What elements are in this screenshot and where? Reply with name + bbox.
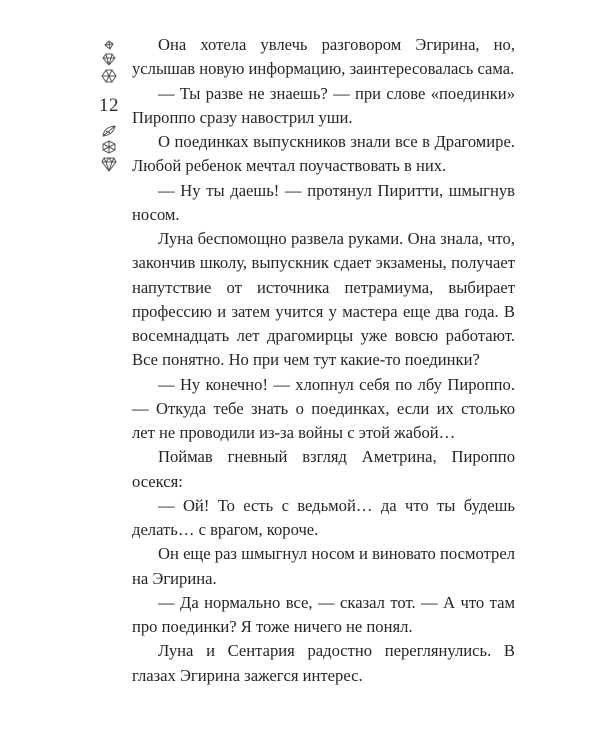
paragraph: Поймав гневный взгляд Аметрина, Пироппо осекся: bbox=[132, 447, 515, 491]
paragraph: Луна беспомощно развела руками. Она знала, что, закончив школу, выпускник сдает экзамены, получает напутствие от источника петрамиума, выбирает профессию и затем учится у мастера еще два года. В восемнадцать лет драгомирцы уже вовсю работают. Все понятно. Но при чем тут какие-то поединки? bbox=[132, 229, 515, 370]
paragraph: Она хотела увлечь разговором Эгирина, но, услышав новую информацию, заинтересовалась сама. bbox=[132, 35, 515, 79]
paragraph: — Ну ты даешь! — протянул Пиритти, шмыгнув носом. bbox=[132, 180, 515, 224]
gem-small-icon bbox=[103, 40, 115, 50]
page-number: 12 bbox=[99, 95, 119, 116]
gem-faceted-icon bbox=[101, 69, 117, 83]
gem-diamond-icon bbox=[101, 157, 117, 172]
gem-stack-top bbox=[96, 40, 122, 83]
paragraph: О поединках выпускников знали все в Драгомире. Любой ребенок мечтал поучаствовать в них. bbox=[132, 132, 515, 176]
margin-ornament bbox=[96, 40, 122, 172]
paragraph: — Ну конечно! — хлопнул себя по лбу Пироппо. — Откуда тебе знать о поединках, если их столько лет не проводили из-за войны с этой жабой… bbox=[132, 374, 515, 442]
gem-round-icon bbox=[101, 140, 117, 154]
gem-stack-bottom bbox=[96, 125, 122, 172]
paragraph: Луна и Сентария радостно переглянулись. В глазах Эгирина зажегся интерес. bbox=[132, 641, 515, 685]
paragraph: Он еще раз шмыгнул носом и виновато посмотрел на Эгирина. bbox=[132, 544, 515, 588]
page-text bbox=[132, 33, 515, 688]
paragraph: — Ты разве не знаешь? — при слове «поединки» Пироппо сразу навострил уши. bbox=[132, 83, 515, 127]
paragraph: — Ой! То есть с ведьмой… да что ты будешь делать… с врагом, короче. bbox=[132, 495, 515, 539]
paragraph: — Да нормально все, — сказал тот. — А что там про поединки? Я тоже ничего не понял. bbox=[132, 592, 515, 636]
gem-leaf-icon bbox=[102, 125, 116, 137]
gem-crystal-icon bbox=[101, 53, 117, 66]
